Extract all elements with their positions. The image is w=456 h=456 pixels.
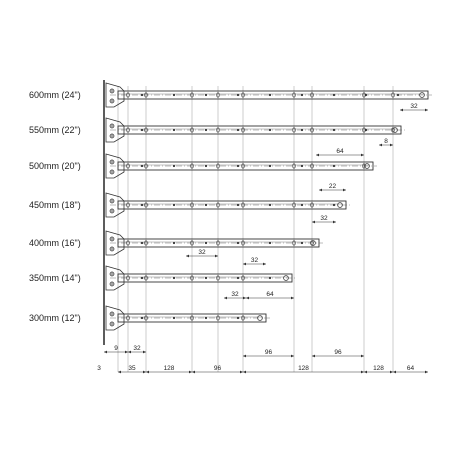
dim-600-32-value: 32	[410, 103, 418, 110]
upper-dimension-value: 32	[133, 345, 141, 352]
dim-350-32-arrow	[243, 297, 246, 300]
rail-hole	[269, 277, 271, 279]
dim-550-64-arrow	[316, 154, 319, 157]
upper-dimension-value: 96	[334, 349, 342, 356]
dim-550-64-value: 64	[336, 148, 344, 155]
bottom-dimension-arrow	[146, 371, 149, 374]
rail-body	[118, 126, 401, 134]
rail-hole	[269, 94, 271, 96]
dim-400-32a-arrow	[186, 255, 189, 258]
bottom-dimension-value: 128	[373, 365, 384, 372]
rail-hole	[237, 165, 239, 167]
rail-hole	[173, 277, 175, 279]
dim-550-8-value: 8	[384, 138, 388, 145]
dim-350-64-value: 64	[266, 291, 274, 298]
rail-hole	[173, 165, 175, 167]
rail-hole	[237, 317, 239, 319]
rail-hole	[301, 204, 303, 206]
bottom-dimension-value: 35	[128, 365, 136, 372]
bottom-dimension-arrow	[192, 371, 195, 374]
dim-550-64-arrow	[361, 154, 364, 157]
upper-dimension-arrow	[104, 351, 107, 354]
rail-hole	[173, 242, 175, 244]
rail-hole	[269, 242, 271, 244]
upper-dimension-arrow	[312, 355, 315, 358]
bottom-dimension-arrow	[361, 371, 364, 374]
rail-hole	[205, 277, 207, 279]
dimensions	[97, 103, 428, 373]
dim-550-8-arrow	[390, 144, 393, 147]
upper-dimension-arrow	[128, 351, 131, 354]
rail-hole	[397, 94, 399, 96]
rail-hole	[173, 317, 175, 319]
rail-hole	[301, 129, 303, 131]
rail-hole	[237, 94, 239, 96]
rail-length-label: 500mm (20")	[29, 161, 81, 171]
dim-400-32a-value: 32	[198, 249, 206, 256]
dim-400-32a-arrow	[215, 255, 218, 258]
rail-hole	[141, 204, 143, 206]
dim-350-64-arrow	[246, 297, 249, 300]
rail-length-label: 300mm (12")	[29, 313, 81, 323]
rail-hole	[365, 94, 367, 96]
rail-hole	[237, 242, 239, 244]
rail-hole	[333, 165, 335, 167]
reference-lines	[104, 80, 393, 372]
rail-hole	[141, 242, 143, 244]
bottom-dimension-value: 3	[97, 365, 101, 372]
rail-hole	[141, 165, 143, 167]
rail-length-label: 600mm (24")	[29, 90, 81, 100]
rail-hole	[205, 204, 207, 206]
dim-450-32-arrow	[333, 221, 336, 224]
rail-length-label: 450mm (18")	[29, 200, 81, 210]
dim-500-22-arrow	[343, 189, 346, 192]
dim-450-32-value: 32	[320, 215, 328, 222]
rail-length-label: 350mm (14")	[29, 273, 81, 283]
rail-hole	[333, 129, 335, 131]
dim-450-32-arrow	[312, 221, 315, 224]
rail-hole	[269, 165, 271, 167]
rail-hole	[237, 277, 239, 279]
rail-hole	[301, 165, 303, 167]
bottom-dimension-value: 128	[298, 365, 309, 372]
rail-hole	[205, 165, 207, 167]
rail-hole	[205, 242, 207, 244]
bottom-dimension-arrow	[240, 371, 243, 374]
bottom-dimension-arrow	[390, 371, 393, 374]
rail-hole	[365, 129, 367, 131]
dim-600-32-arrow	[400, 109, 403, 112]
rail-hole	[333, 94, 335, 96]
rail-hole	[205, 129, 207, 131]
rail-hole	[141, 277, 143, 279]
rail-hole	[237, 129, 239, 131]
dim-350-32-arrow	[224, 297, 227, 300]
upper-dimension-arrow	[361, 355, 364, 358]
rail-hole	[333, 204, 335, 206]
upper-dimension-arrow	[143, 351, 146, 354]
rail-length-label: 400mm (16")	[29, 238, 81, 248]
bottom-dimension-arrow	[118, 371, 121, 374]
upper-dimension-arrow	[291, 355, 294, 358]
bottom-dimension-value: 64	[406, 365, 415, 372]
rail-hole	[141, 129, 143, 131]
rail-hole	[301, 94, 303, 96]
rail-hole	[269, 129, 271, 131]
dim-400-32b-value: 32	[250, 257, 259, 264]
dim-550-8-arrow	[379, 144, 382, 147]
rail-hole	[269, 204, 271, 206]
rail-hole	[173, 204, 175, 206]
rail-hole	[141, 317, 143, 319]
bottom-dimension-arrow	[425, 371, 428, 374]
bottom-dimension-arrow	[364, 371, 367, 374]
rail-hole	[173, 129, 175, 131]
rail-hole	[205, 317, 207, 319]
dim-600-32-arrow	[425, 109, 428, 112]
bottom-dimension-arrow	[393, 371, 396, 374]
upper-dimension-value: 9	[114, 345, 118, 352]
bottom-dimension-arrow	[189, 371, 192, 374]
rail-length-labels	[29, 90, 81, 323]
rail-hole	[237, 204, 239, 206]
dim-350-32-value: 32	[231, 291, 239, 298]
dim-500-22-arrow	[319, 189, 322, 192]
rail-hole	[205, 94, 207, 96]
dim-500-22-value: 22	[328, 183, 337, 190]
bottom-dimension-arrow	[243, 371, 246, 374]
bottom-dimension-value: 96	[213, 365, 222, 372]
dim-400-32b-arrow	[243, 263, 246, 266]
rail-hole	[173, 94, 175, 96]
bottom-dimension-value: 128	[163, 365, 175, 372]
rail-hole	[141, 94, 143, 96]
rail-hole	[301, 242, 303, 244]
dim-350-64-arrow	[291, 297, 294, 300]
upper-dimension-arrow	[125, 351, 128, 354]
upper-dimension-arrow	[243, 355, 246, 358]
dim-400-32b-arrow	[263, 263, 266, 266]
rail-length-label: 550mm (22")	[29, 125, 81, 135]
upper-dimension-value: 96	[264, 349, 273, 356]
bottom-dimension-arrow	[143, 371, 146, 374]
